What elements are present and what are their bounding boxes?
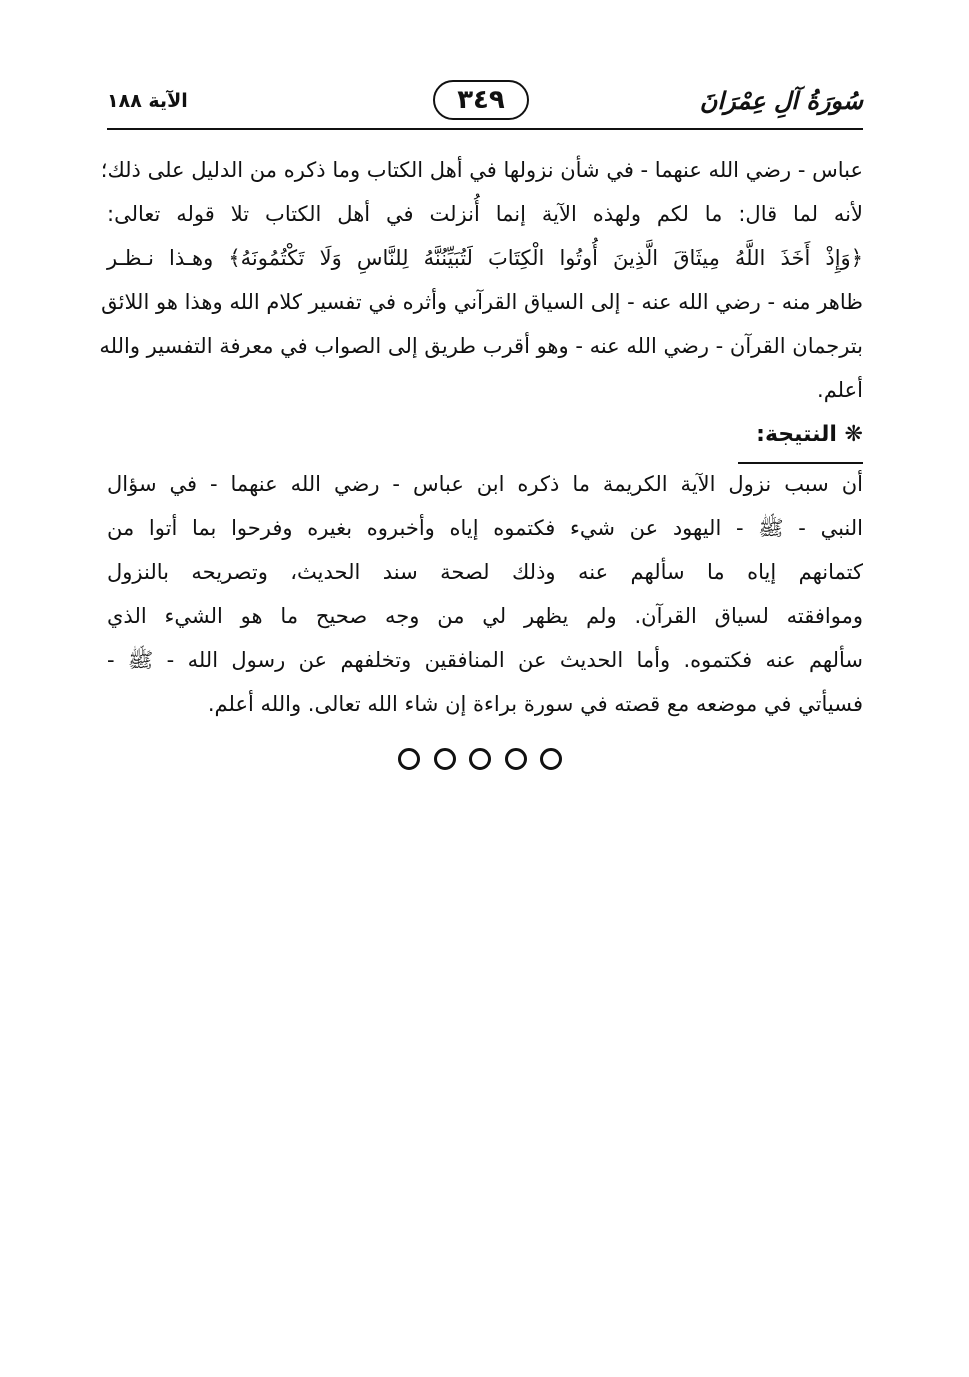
text-line: فسيأتي في موضعه مع قصته في سورة براءة إن شاء الله تعالى. والله أعلم. [207, 692, 863, 716]
page-number: ٣٤٩ [457, 85, 505, 115]
text-line: كتمانهم إياه ما سألهم عنه وذلك لصحة سند الحديث، وتصريحه بالنزول [107, 560, 863, 584]
paragraph-intro [99, 148, 863, 412]
ornament-ring-icon [469, 748, 491, 770]
text-line: وموافقته لسياق القرآن. ولم يظهر لي من وجه صحيح ما هو الشيء الذي [107, 604, 863, 628]
ornament-ring-icon [540, 748, 562, 770]
text-line: سألهم عنه فكتموه. وأما الحديث عن المنافقين وتخلفهم عن رسول الله - ﷺ - [107, 648, 863, 672]
result-heading: ❋ النتيجة: [756, 422, 863, 447]
text-line: عباس - رضي الله عنهما - في شأن نزولها في أهل الكتاب وما ذكره من الدليل على ذلك؛ [100, 158, 863, 182]
ayah-label: الآية ١٨٨ [107, 90, 188, 112]
text-line: أعلم. [817, 378, 863, 402]
ornament-ring-icon [434, 748, 456, 770]
text-line: النبي - ﷺ - اليهود عن شيء فكتموه إياه وأخبروه بغيره وفرحوا بما أتوا من [107, 516, 863, 540]
surah-title: سُورَةُ آلِ عِمْرَانَ [699, 86, 863, 115]
text-line: أن سبب نزول الآية الكريمة ما ذكره ابن عباس - رضي الله عنهما - في سؤال [107, 472, 863, 496]
page-number-frame [433, 80, 529, 120]
ornament-ring-icon [505, 748, 527, 770]
paragraph-result [107, 462, 863, 726]
text-line: ظاهر منه - رضي الله عنه - إلى السياق القرآني وأثره في تفسير كلام الله وهذا هو اللائق [101, 290, 863, 314]
page-header [107, 76, 863, 126]
text-line: بترجمان القرآن - رضي الله عنه - وهو أقرب طريق إلى الصواب في معرفة التفسير والله [99, 334, 863, 358]
section-end-ornament [398, 748, 562, 770]
header-rule [107, 128, 863, 130]
ornament-ring-icon [398, 748, 420, 770]
quran-verse-line: ﴿وَإِذْ أَخَذَ اللَّهُ مِيثَاقَ الَّذِينَ أُوتُوا الْكِتَابَ لَتُبَيِّنُنَّهُ لِلنَّاسِ وَلَا تَكْتُمُونَهُ﴾ وهـذا نـظـر [107, 246, 863, 270]
text-line: لأنه لما قال: ما لكم ولهذه الآية إنما أُنزلت في أهل الكتاب تلا قوله تعالى: [107, 202, 863, 226]
